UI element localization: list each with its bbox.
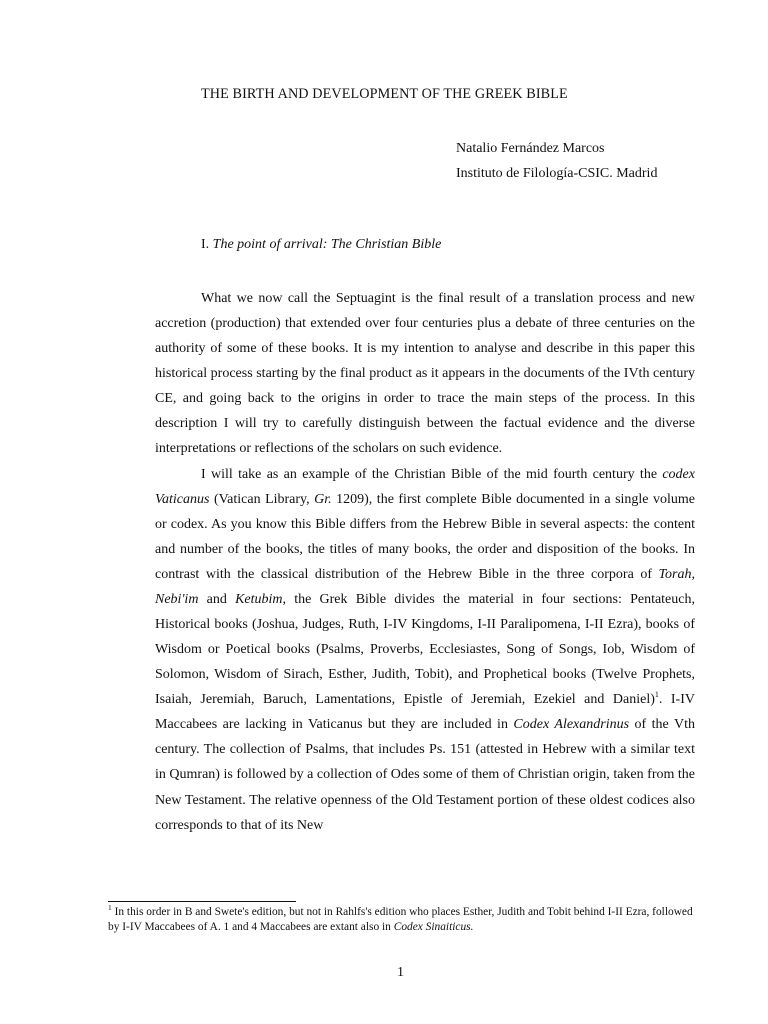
section-number: I. bbox=[201, 237, 210, 252]
section-title: The point of arrival: The Christian Bible bbox=[212, 237, 442, 252]
paragraph-2-text-1: I will take as an example of the Christian Bible of the mid fourth century the bbox=[201, 466, 663, 482]
paragraph-2-text-6: . I-IV Maccabees are lacking in Vaticanus but they are included in bbox=[155, 692, 695, 733]
document-title: THE BIRTH AND DEVELOPMENT OF THE GREEK BIBLE bbox=[201, 86, 568, 102]
author-name: Natalio Fernández Marcos bbox=[456, 141, 605, 156]
paragraph-2-text-4: and bbox=[198, 591, 236, 607]
footnote-text: In this order in B and Swete's edition, but not in Rahlfs's edition who places Esther, Judith and Tobit behind I-II Ezra, followed by I-IV Maccabees of A. 1 and 4 Maccabees are extant also in bbox=[108, 906, 693, 933]
paragraph-2 bbox=[155, 462, 695, 838]
body-text bbox=[155, 286, 695, 838]
paragraph-2-text-2: (Vatican Library, bbox=[209, 491, 315, 507]
page-number: 1 bbox=[397, 965, 404, 980]
footnote-marker: 1 bbox=[108, 903, 112, 912]
footnote-divider bbox=[108, 901, 296, 902]
paragraph-2-italic-3: Torah, Nebi'im bbox=[155, 566, 695, 607]
paragraph-2-text-7: of the Vth century. The collection of Psalms, that includes Ps. 151 (attested in Hebrew with a similar text in Qumran) is followed by a collection of Odes some of them of Christian origin, taken from the New Testament. The relative openness of the Old Testament portion of these oldest codices also corresponds to that of its New bbox=[155, 717, 695, 833]
paragraph-2-italic-1: codex Vaticanus bbox=[155, 466, 695, 507]
paragraph-2-text-3: 1209), the first complete Bible documented in a single volume or codex. As you know this Bible differs from the Hebrew Bible in several aspects: the content and number of the books, the titles of many books, the order and disposition of the books. In contrast with the classical distribution of the Hebrew Bible in the three corpora of bbox=[155, 491, 695, 582]
paragraph-2-italic-4: Ketubim bbox=[235, 591, 283, 607]
paragraph-1: What we now call the Septuagint is the final result of a translation process and new accretion (production) that extended over four centuries plus a debate of three centuries on the authority of some of these books. It is my intention to analyse and describe in this paper this historical process starting by the final product as it appears in the documents of the IVth century CE, and going back to the origins in order to trace the main steps of the process. In this description I will try to carefully distinguish between the factual evidence and the diverse interpretations or reflections of the scholars on such evidence. bbox=[155, 291, 695, 457]
paragraph-2-italic-2: Gr. bbox=[314, 491, 332, 507]
author-affiliation: Instituto de Filología-CSIC. Madrid bbox=[456, 166, 658, 181]
footnote-italic: Codex Sinaiticus. bbox=[393, 920, 474, 933]
paragraph-2-text-5: , the Grek Bible divides the material in four sections: Pentateuch, Historical books (Joshua, Judges, Ruth, I-IV Kingdoms, I-II Paralipomena, I-II Ezra), books of Wisdom or Poetical books (Psalms, Proverbs, Ecclesiastes, Song of Songs, Iob, Wisdom of Solomon, Wisdom of Sirach, Esther, Judith, Tobit), and Prophetical books (Twelve Prophets, Isaiah, Jeremiah, Baruch, Lamentations, Epistle of Jeremiah, Ezekiel and Daniel) bbox=[155, 591, 695, 708]
paragraph-2-italic-5: Codex Alexandrinus bbox=[513, 717, 630, 733]
footnote bbox=[108, 905, 698, 934]
author-block bbox=[456, 136, 657, 186]
section-heading bbox=[201, 237, 441, 253]
footnote-reference[interactable]: 1 bbox=[654, 690, 659, 700]
